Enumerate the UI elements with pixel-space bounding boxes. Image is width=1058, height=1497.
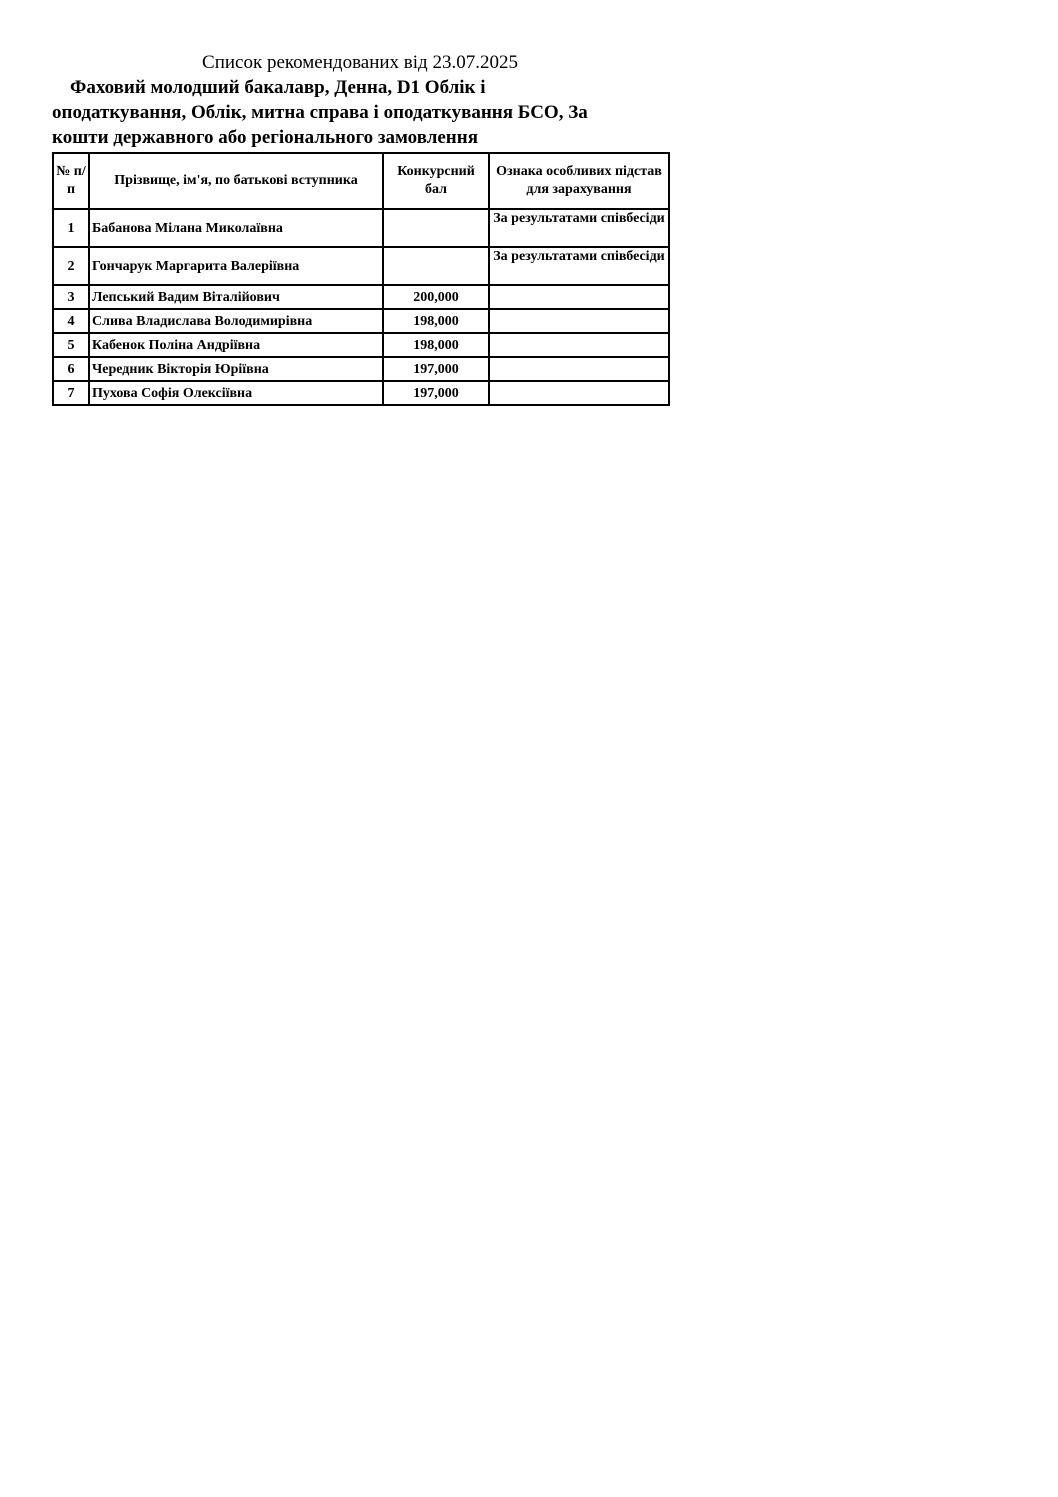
basis-cell: За результатами співбесіди <box>489 209 669 247</box>
row-number-cell: 7 <box>53 381 89 405</box>
row-number-cell: 3 <box>53 285 89 309</box>
applicants-table <box>52 152 670 406</box>
basis-cell <box>489 333 669 357</box>
applicant-name-cell: Кабенок Поліна Андріївна <box>89 333 383 357</box>
column-header-basis: Ознака особливих підстав для зарахування <box>489 153 669 209</box>
basis-cell <box>489 309 669 333</box>
table-row <box>53 357 669 381</box>
applicant-name-cell: Чередник Вікторія Юріївна <box>89 357 383 381</box>
document-content <box>52 50 668 406</box>
column-header-number: № п/п <box>53 153 89 209</box>
table-row <box>53 309 669 333</box>
score-cell: 198,000 <box>383 333 489 357</box>
applicant-name-cell: Пухова Софія Олексіївна <box>89 381 383 405</box>
table-row <box>53 285 669 309</box>
score-cell: 198,000 <box>383 309 489 333</box>
program-description-line: оподаткування, Облік, митна справа і оподаткування БСО, За <box>52 102 588 123</box>
score-cell <box>383 209 489 247</box>
table-body <box>53 209 669 405</box>
applicant-name-cell: Лепський Вадим Віталійович <box>89 285 383 309</box>
basis-cell <box>489 285 669 309</box>
score-cell <box>383 247 489 285</box>
basis-cell <box>489 357 669 381</box>
program-description <box>52 75 668 150</box>
row-number-cell: 5 <box>53 333 89 357</box>
table-row <box>53 333 669 357</box>
row-number-cell: 4 <box>53 309 89 333</box>
basis-cell <box>489 381 669 405</box>
table-row <box>53 381 669 405</box>
table-row <box>53 247 669 285</box>
applicant-name-cell: Бабанова Мілана Миколаївна <box>89 209 383 247</box>
column-header-score: Конкурсний бал <box>383 153 489 209</box>
table-row <box>53 209 669 247</box>
table-header-row <box>53 153 669 209</box>
score-cell: 197,000 <box>383 381 489 405</box>
applicant-name-cell: Гончарук Маргарита Валеріївна <box>89 247 383 285</box>
applicant-name-cell: Слива Владислава Володимирівна <box>89 309 383 333</box>
program-description-line: Фаховий молодший бакалавр, Денна, D1 Облік і <box>70 77 486 98</box>
document-title: Список рекомендованих від 23.07.2025 <box>202 52 518 73</box>
program-description-line: кошти державного або регіонального замовлення <box>52 127 478 148</box>
column-header-name: Прізвище, ім'я, по батькові вступника <box>89 153 383 209</box>
row-number-cell: 1 <box>53 209 89 247</box>
score-cell: 200,000 <box>383 285 489 309</box>
row-number-cell: 6 <box>53 357 89 381</box>
row-number-cell: 2 <box>53 247 89 285</box>
basis-cell: За результатами співбесіди <box>489 247 669 285</box>
score-cell: 197,000 <box>383 357 489 381</box>
